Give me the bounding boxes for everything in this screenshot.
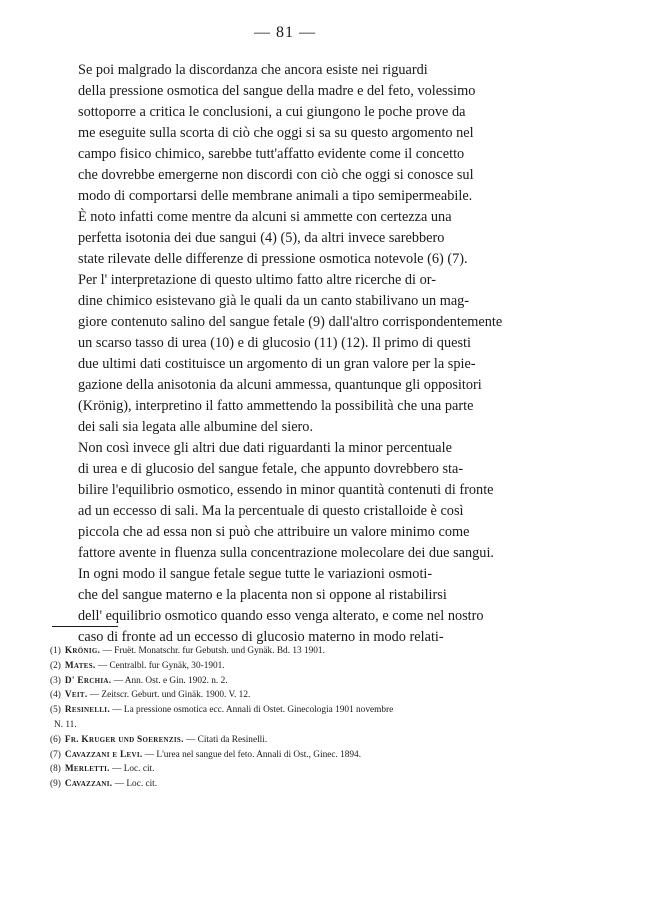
footnote-number: (1) [50,646,61,656]
text-line: In ogni modo il sangue fetale segue tutte le variazioni osmoti- [78,566,433,582]
footnote-number: (2) [50,660,61,671]
text-line: di urea e di glucosio del sangue fetale, che appunto dovrebbero sta- [78,461,464,477]
page-number: — 81 — [254,24,316,41]
footnote-author: Fr. Kruger und Soerenzis. [64,734,184,745]
footnote-text: — Fruët. Monatschr. fur Gebutsh. und Gynäk. Bd. 13 1901. [100,646,325,656]
footnote [50,703,520,718]
footnote [50,777,520,792]
text-line: bilire l'equilibrio osmotico, essendo in minor quantità contenuti di fronte [78,482,494,498]
footnote [50,644,520,659]
text-line: È noto infatti come mentre da alcuni si ammette con certezza una [78,209,452,225]
footnote-text: — L'urea nel sangue del feto. Annali di Ost., Ginec. 1894. [142,749,362,760]
footnote [50,659,520,674]
text-line: due ultimi dati costituisce un argomento di un gran valore per la spie- [78,356,476,372]
text-line: me eseguite sulla scorta di ciò che oggi si sa su questo argomento nel [78,125,474,141]
footnote-author: Resinelli. [64,705,110,716]
footnote [50,688,520,703]
footnote-author: Mates. [64,660,96,671]
paragraph-1 [50,60,520,207]
text-line: dell' equilibrio osmotico quando esso venga alterato, e come nel nostro [78,608,484,624]
footnote [50,674,520,689]
footnote-author: Merletti. [64,764,110,775]
footnote-number: (9) [50,779,61,790]
text-line: caso di fronte ad un eccesso di glucosio materno in modo relati- [78,629,444,645]
text-line: state rilevate delle differenze di pressione osmotica notevole (6) (7). [78,251,468,267]
text-line: che dovrebbe emergerne non discordi con ciò che oggi si conosce sul [78,167,474,183]
text-line: campo fisico chimico, sarebbe tutt'affatto evidente come il concetto [78,146,465,162]
text-line: che del sangue materno e la placenta non si oppone al ristabilirsi [78,587,447,603]
footnotes [50,644,520,792]
footnote-author: Krönig. [64,646,101,656]
footnote-continuation [50,718,520,733]
text-line: piccola che ad essa non si può che attribuire un valore minimo come [78,524,470,540]
footnote-author: D' Erchia. [64,675,112,686]
footnote [50,733,520,748]
text-line: un scarso tasso di urea (10) e di glucosio (11) (12). Il primo di questi [78,335,471,351]
text-line: sottoporre a critica le conclusioni, a cui giungono le poche prove da [78,104,466,120]
footnote-text: — Loc. cit. [112,779,158,790]
footnote-text: — Citati da Resinelli. [183,734,268,745]
footnote-text: — Loc. cit. [109,764,155,775]
text-line: dei sali sia legata alle albumine del siero. [78,419,314,435]
paragraph-3 [50,270,520,438]
text-line: (Krönig), interpretino il fatto ammettendo la possibilità che una parte [78,398,474,414]
footnote-author: Cavazzani. [64,779,113,790]
text-line: modo di comportarsi delle membrane animali a tipo semipermeabile. [78,188,473,204]
footnote-text: — Zeitscr. Geburt. und Ginäk. 1900. V. 12. [87,690,251,701]
footnote-divider [52,626,118,627]
text-line: fattore avente in fluenza sulla concentrazione molecolare dei due sangui. [78,545,495,561]
body-text [50,60,520,648]
text-line: Non così invece gli altri due dati riguardanti la minor percentuale [78,440,452,456]
footnote [50,762,520,777]
text-line: Se poi malgrado la discordanza che ancora esiste nei riguardi [78,62,428,78]
paragraph-2 [50,207,520,270]
text-line: Per l' interpretazione di questo ultimo fatto altre ricerche di or- [78,272,436,288]
footnote-text: N. 11. [54,719,77,730]
footnote-text: — La pressione osmotica ecc. Annali di Ostet. Ginecologia 1901 novembre [109,705,394,716]
paragraph-4 [50,438,520,564]
footnote-text: — Centralbl. fur Gynäk, 30-1901. [95,660,225,671]
text-line: perfetta isotonia dei due sangui (4) (5), da altri invece sarebbero [78,230,445,246]
footnote-number: (3) [50,675,61,686]
text-line: ad un eccesso di sali. Ma la percentuale di questo cristalloide è così [78,503,464,519]
footnote-author: Cavazzani e Levi. [64,749,143,760]
footnote [50,748,520,763]
text-line: giore contenuto salino del sangue fetale (9) dall'altro corrispondentemente [78,314,503,330]
footnote-author: Veit. [64,690,88,701]
text-line: dine chimico esistevano già le quali da un canto stabilivano un mag- [78,293,470,309]
paragraph-5 [50,564,520,648]
footnote-number: (6) [50,734,61,745]
footnote-number: (8) [50,764,61,775]
footnote-number: (7) [50,749,61,760]
footnote-number: (4) [50,690,61,701]
footnote-number: (5) [50,705,61,716]
text-line: della pressione osmotica del sangue della madre e del feto, volessimo [78,83,476,99]
text-line: gazione della anisotonia da alcuni ammessa, quantunque gli oppositori [78,377,482,393]
footnote-text: — Ann. Ost. e Gin. 1902. n. 2. [111,675,228,686]
